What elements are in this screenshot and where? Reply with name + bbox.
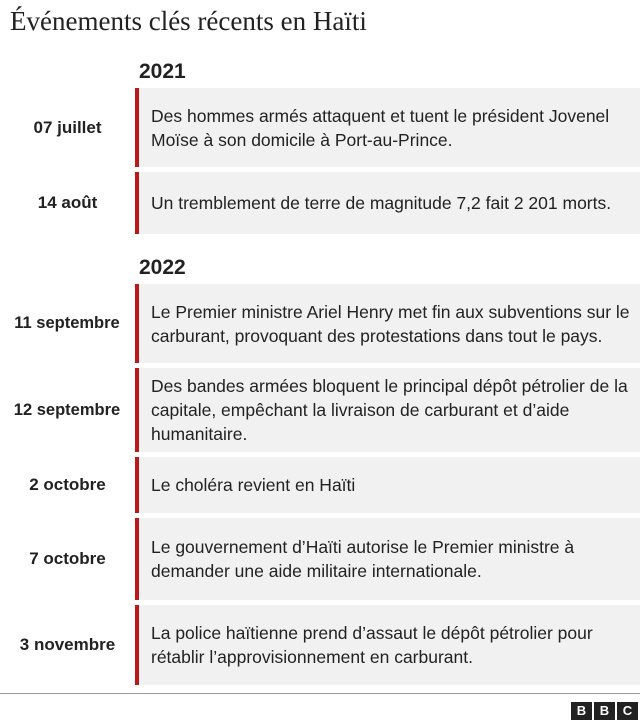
event-card [135,368,640,452]
event-card [135,457,640,513]
year-heading-2022: 2022 [139,256,186,279]
footer-divider [0,693,640,694]
timeline-event [0,172,640,234]
event-card [135,284,640,363]
timeline-event [0,457,640,513]
year-heading-2021: 2021 [139,60,186,83]
event-description: Le gouvernement d’Haïti autorise le Premier ministre à demander une aide militaire internationale. [151,537,575,581]
bbc-logo-letter: B [571,702,592,720]
bbc-logo-letter: B [594,702,615,720]
event-date: 2 octobre [29,475,106,494]
event-date: 3 novembre [19,635,116,654]
event-description: Le Premier ministre Ariel Henry met fin aux subventions sur le carburant, provoquant des protestations dans tout le pays. [151,301,630,346]
timeline-event [0,88,640,167]
event-description: Le choléra revient en Haïti [151,475,356,495]
event-date: 7 octobre [29,549,106,568]
event-date: 07 juillet [33,117,102,137]
timeline-event [0,605,640,685]
event-description: Un tremblement de terre de magnitude 7,2 fait 2 201 morts. [151,193,612,213]
event-date: 11 septembre [14,314,120,332]
event-description: Des bandes armées bloquent le principal dépôt pétrolier de la capitale, empêchant la livraison de carburant et d’aide humanitaire. [151,376,628,444]
timeline-event [0,368,640,452]
event-description: Des hommes armés attaquent et tuent le président Jovenel Moïse à son domicile à Port-au-Prince. [151,105,610,150]
event-card [135,88,640,167]
event-card [135,518,640,600]
timeline-event [0,518,640,600]
event-card [135,605,640,685]
bbc-logo-letter: C [617,702,638,720]
event-date: 14 août [37,193,98,212]
event-card [135,172,640,234]
timeline-event [0,284,640,363]
bbc-logo [571,702,638,720]
event-date: 12 septembre [13,400,121,419]
page-title: Événements clés récents en Haïti [10,6,367,36]
event-description: La police haïtienne prend d’assaut le dépôt pétrolier pour rétablir l’approvisionnement en carburant. [151,623,593,667]
